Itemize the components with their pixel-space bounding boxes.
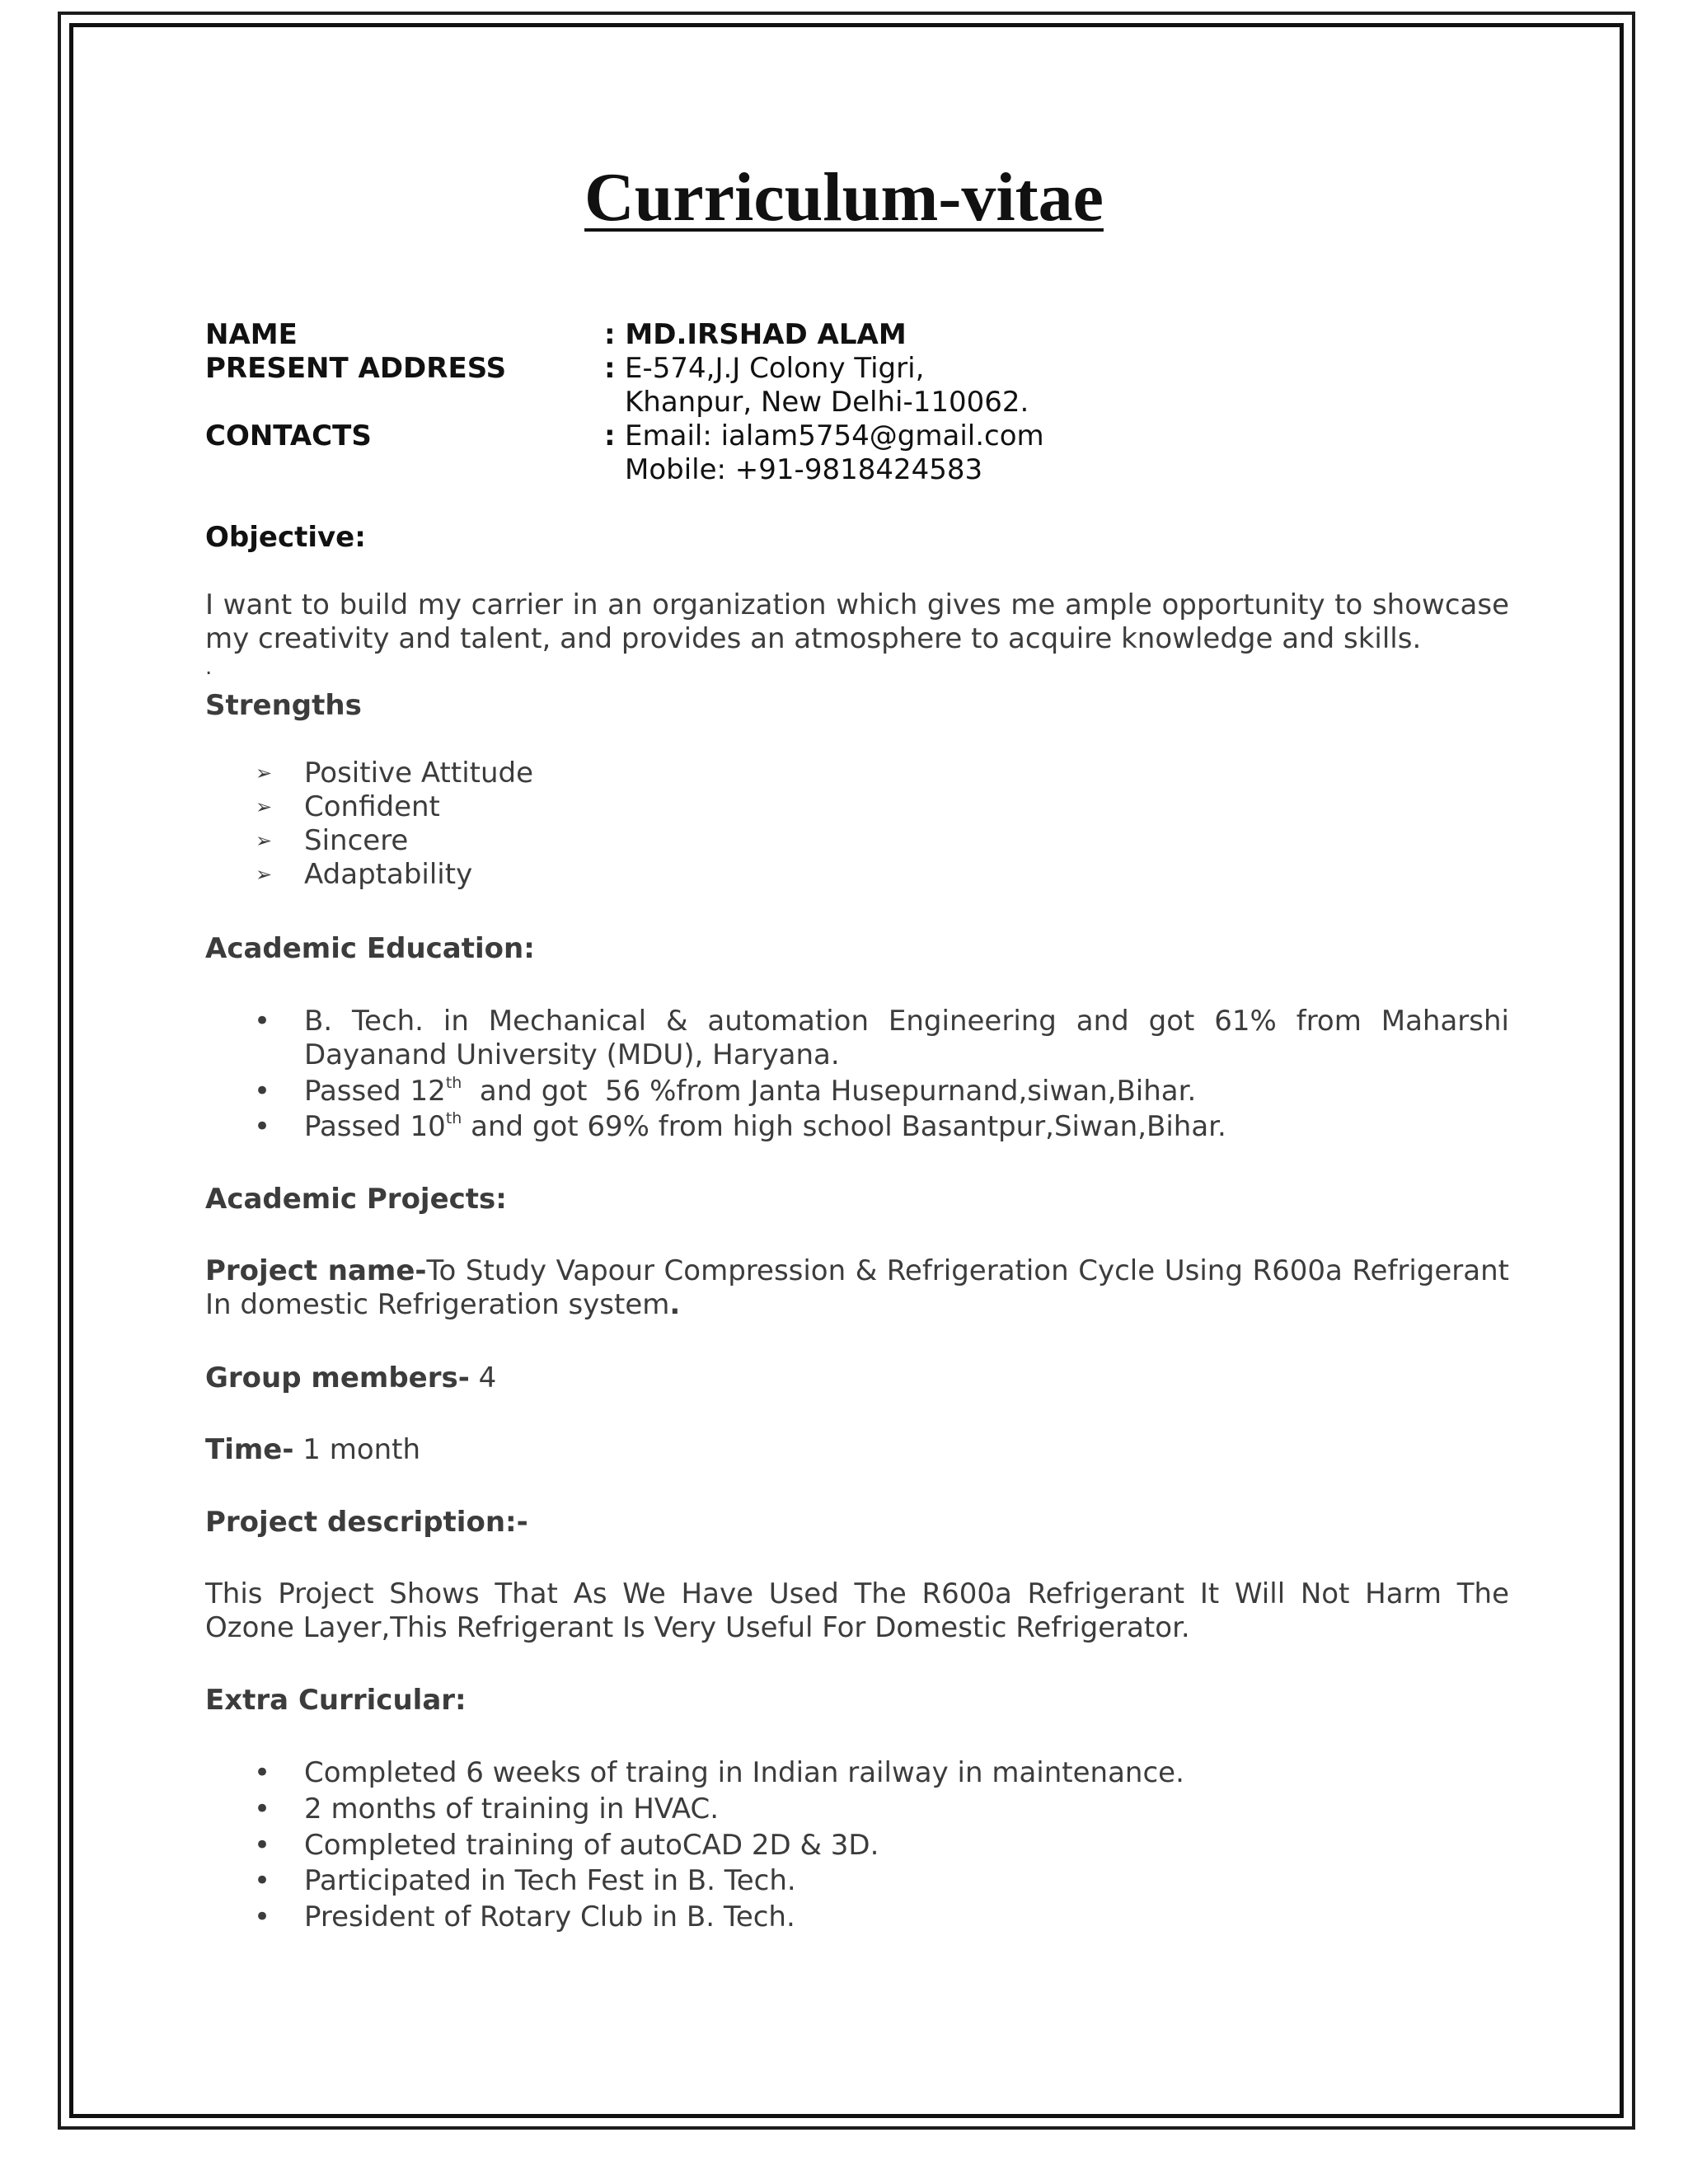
education-item-10th: Passed 10th and got 69% from high school Basantpur,Siwan,Bihar. <box>304 1109 1226 1143</box>
contacts-colon: : <box>604 419 616 452</box>
bullet-icon: • <box>254 1829 271 1862</box>
address-line2: Khanpur, New Delhi-110062. <box>625 386 1029 419</box>
bullet-icon: • <box>254 1756 271 1789</box>
education-item-12th: Passed 12th and got 56 %from Janta Husepurnand,siwan,Bihar. <box>304 1074 1197 1108</box>
address-colon: : <box>604 352 616 385</box>
strengths-heading: Strengths <box>205 689 362 722</box>
bullet-icon: • <box>254 1110 271 1143</box>
objective-dot: . <box>205 655 213 680</box>
name-label: NAME <box>205 318 298 351</box>
objective-text: I want to build my carrier in an organization which gives me ample opportunity to showcase my creativity and talent, and provides an atmosphere to acquire knowledge and skills. <box>205 588 1509 655</box>
address-line1: E-574,J.J Colony Tigri, <box>625 352 925 385</box>
group-members: Group members- 4 <box>205 1361 497 1394</box>
extra-curricular-heading: Extra Curricular: <box>205 1684 467 1717</box>
email-text: Email: ialam5754@gmail.com <box>625 419 1044 452</box>
project-description-heading: Project description:- <box>205 1506 528 1539</box>
arrow-bullet-icon: ➢ <box>256 795 273 818</box>
name-value: : MD.IRSHAD ALAM <box>604 318 907 351</box>
contacts-label: CONTACTS <box>205 419 372 452</box>
bullet-icon: • <box>254 1005 271 1038</box>
bullet-icon: • <box>254 1864 271 1897</box>
bullet-icon: • <box>254 1793 271 1825</box>
arrow-bullet-icon: ➢ <box>256 829 273 852</box>
education-heading: Academic Education: <box>205 932 535 965</box>
bullet-icon: • <box>254 1075 271 1108</box>
project-time: Time- 1 month <box>205 1433 421 1466</box>
arrow-bullet-icon: ➢ <box>256 863 273 886</box>
bullet-icon: • <box>254 1900 271 1933</box>
mobile-text: Mobile: +91-9818424583 <box>625 453 983 486</box>
document-title: Curriculum-vitae <box>584 159 1104 236</box>
address-label: PRESENT ADDRESS <box>205 352 507 385</box>
project-name: Project name-To Study Vapour Compression & Refrigeration Cycle Using R600a Refrigerant In domestic Refrigeration system. <box>205 1254 1509 1321</box>
projects-heading: Academic Projects: <box>205 1183 507 1216</box>
education-item-btech: B. Tech. in Mechanical & automation Engineering and got 61% from Maharshi Dayanand University (MDU), Haryana. <box>304 1005 1509 1071</box>
arrow-bullet-icon: ➢ <box>256 762 273 785</box>
objective-heading: Objective: <box>205 521 366 554</box>
project-description-text: This Project Shows That As We Have Used The R600a Refrigerant It Will Not Harm The Ozone Layer,This Refrigerant Is Very Useful For Domestic Refrigerator. <box>205 1577 1509 1644</box>
